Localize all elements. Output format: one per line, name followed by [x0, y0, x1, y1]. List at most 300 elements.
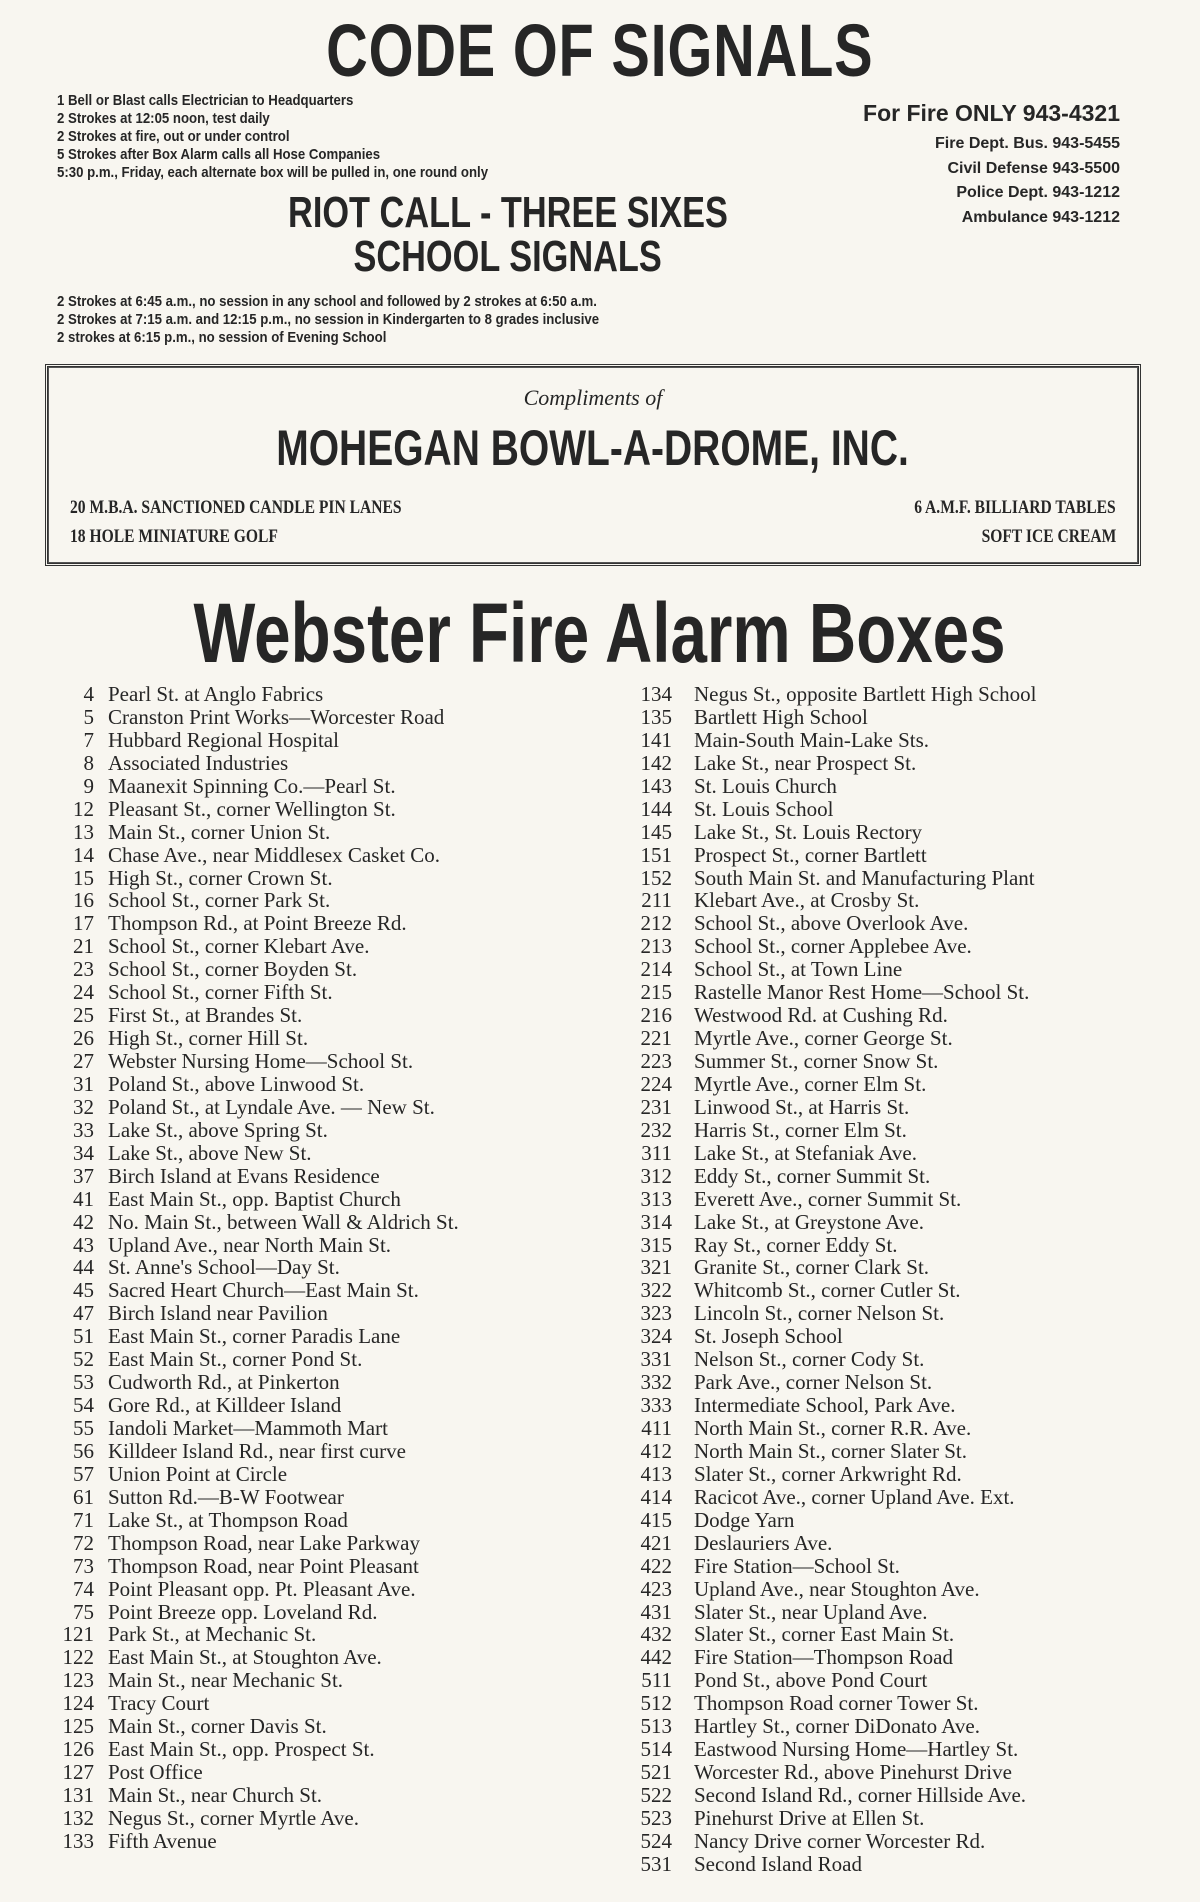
box-location: Whitcomb St., corner Cutler St. — [694, 1278, 961, 1303]
alarm-box-row — [624, 1784, 1036, 1807]
box-location: Nancy Drive corner Worcester Rd. — [694, 1828, 986, 1853]
box-number: 131 — [62, 1783, 94, 1807]
box-location: Main St., near Mechanic St. — [108, 1668, 344, 1693]
alarm-box-row — [44, 1256, 459, 1279]
alarm-box-row — [44, 775, 459, 798]
school-signal: 2 strokes at 6:15 p.m., no session of Evening School — [57, 329, 387, 346]
page-title: CODE OF SIGNALS — [326, 9, 874, 92]
box-number: 143 — [640, 773, 672, 798]
box-number: 32 — [73, 1094, 94, 1119]
alarm-box-row — [44, 958, 459, 981]
box-location: Poland St., above Linwood St. — [108, 1071, 365, 1096]
box-location: Fifth Avenue — [108, 1828, 217, 1853]
box-number: 72 — [73, 1530, 94, 1555]
box-number: 132 — [62, 1805, 94, 1830]
box-number: 23 — [73, 957, 94, 982]
school-signal: 2 Strokes at 6:45 a.m., no session in any school and followed by 2 strokes at 6:50 a.m. — [57, 293, 597, 310]
box-location: School St., corner Park St. — [108, 888, 331, 913]
box-location: East Main St., corner Pond St. — [108, 1347, 363, 1372]
box-number: 121 — [62, 1622, 94, 1647]
box-location: Eastwood Nursing Home—Hartley St. — [694, 1737, 1019, 1762]
alarm-box-row — [44, 1692, 459, 1715]
box-location: Harris St., corner Elm St. — [694, 1117, 907, 1142]
alarm-box-row — [624, 1578, 1036, 1601]
alarm-box-row — [44, 935, 459, 958]
box-location: Slater St., corner East Main St. — [694, 1622, 955, 1647]
alarm-box-row — [44, 706, 459, 729]
box-location: Lake St., above New St. — [108, 1140, 312, 1165]
alarm-box-row — [624, 889, 1036, 912]
phone-line: Fire Dept. Bus. 943-5455 — [935, 135, 1120, 152]
signal-rule: 5:30 p.m., Friday, each alternate box will be pulled in, one round only — [57, 164, 489, 181]
alarm-box-row — [624, 1348, 1036, 1371]
box-number: 14 — [73, 842, 94, 867]
box-number: 52 — [73, 1347, 94, 1372]
box-number: 312 — [640, 1163, 672, 1188]
alarm-box-row — [44, 1394, 459, 1417]
signal-rule: 2 Strokes at fire, out or under control — [57, 128, 290, 145]
box-location: Pinehurst Drive at Ellen St. — [694, 1805, 925, 1830]
box-number: 34 — [73, 1140, 94, 1165]
box-number: 4 — [83, 682, 94, 706]
ad-business-name: MOHEGAN BOWL-A-DROME, INC. — [276, 420, 910, 476]
box-number: 314 — [640, 1209, 672, 1234]
box-location: High St., corner Crown St. — [108, 865, 333, 890]
alarm-box-row — [624, 1807, 1036, 1830]
alarm-box-row — [44, 1073, 459, 1096]
alarm-box-row — [624, 1853, 1036, 1876]
school-signal: 2 Strokes at 7:15 a.m. and 12:15 p.m., no session in Kindergarten to 8 grades inclusive — [57, 311, 600, 328]
box-location: School St., corner Boyden St. — [108, 957, 358, 982]
signal-rule: 2 Strokes at 12:05 noon, test daily — [57, 110, 270, 127]
box-number: 145 — [640, 819, 672, 844]
box-location: St. Louis School — [694, 796, 834, 821]
box-number: 211 — [641, 888, 672, 913]
box-location: Second Island Road — [694, 1851, 862, 1876]
alarm-box-row — [44, 1807, 459, 1830]
alarm-box-row — [44, 729, 459, 752]
alarm-box-row — [624, 1761, 1036, 1784]
box-location: Negus St., corner Myrtle Ave. — [108, 1805, 359, 1830]
alarm-box-row — [44, 1279, 459, 1302]
alarm-box-row — [44, 1234, 459, 1257]
alarm-box-row — [44, 1486, 459, 1509]
alarm-box-row — [624, 775, 1036, 798]
box-location: School St., corner Klebart Ave. — [108, 934, 370, 959]
alarm-box-row — [624, 1256, 1036, 1279]
box-location: Sutton Rd.—B-W Footwear — [108, 1484, 344, 1509]
alarm-box-row — [44, 1302, 459, 1325]
advertisement-box — [45, 364, 1141, 566]
alarm-box-row — [44, 798, 459, 821]
alarm-box-row — [44, 1669, 459, 1692]
box-number: 331 — [640, 1347, 672, 1372]
alarm-box-row — [624, 1073, 1036, 1096]
box-number: 123 — [62, 1668, 94, 1693]
box-number: 212 — [640, 911, 672, 936]
boxes-list-right — [624, 683, 1036, 1876]
box-number: 321 — [640, 1255, 672, 1280]
box-number: 16 — [73, 888, 94, 913]
box-number: 61 — [73, 1484, 94, 1509]
alarm-box-row — [624, 1188, 1036, 1211]
box-number: 214 — [640, 957, 672, 982]
alarm-box-row — [624, 1486, 1036, 1509]
box-location: St. Joseph School — [694, 1324, 843, 1349]
alarm-box-row — [44, 1646, 459, 1669]
box-number: 124 — [62, 1691, 94, 1716]
box-number: 333 — [640, 1393, 672, 1418]
box-location: Birch Island at Evans Residence — [108, 1163, 380, 1188]
box-number: 224 — [640, 1071, 672, 1096]
alarm-box-row — [44, 1738, 459, 1761]
signal-rule: 1 Bell or Blast calls Electrician to Headquarters — [57, 92, 354, 109]
box-location: Rastelle Manor Rest Home—School St. — [694, 980, 1030, 1005]
box-location: Gore Rd., at Killdeer Island — [108, 1393, 342, 1418]
alarm-box-row — [624, 1027, 1036, 1050]
box-location: St. Louis Church — [694, 773, 837, 798]
box-number: 45 — [73, 1278, 94, 1303]
alarm-box-row — [44, 1532, 459, 1555]
alarm-box-row — [44, 1509, 459, 1532]
box-number: 142 — [640, 750, 672, 775]
alarm-box-row — [44, 981, 459, 1004]
box-number: 512 — [640, 1691, 672, 1716]
box-location: Nelson St., corner Cody St. — [694, 1347, 925, 1372]
alarm-box-row — [44, 1555, 459, 1578]
alarm-box-row — [624, 1463, 1036, 1486]
alarm-box-row — [44, 1417, 459, 1440]
box-location: Chase Ave., near Middlesex Casket Co. — [108, 842, 441, 867]
alarm-box-row — [44, 1325, 459, 1348]
box-location: Associated Industries — [108, 750, 289, 775]
box-number: 411 — [641, 1416, 672, 1440]
riot-call-heading: RIOT CALL - THREE SIXES — [287, 188, 728, 237]
box-location: Pleasant St., corner Wellington St. — [108, 796, 396, 821]
box-number: 215 — [640, 980, 672, 1005]
alarm-box-row — [624, 1234, 1036, 1257]
box-number: 75 — [73, 1599, 94, 1624]
box-location: Eddy St., corner Summit St. — [694, 1163, 931, 1188]
box-location: School St., corner Applebee Ave. — [694, 934, 972, 959]
alarm-box-row — [624, 1004, 1036, 1027]
box-number: 44 — [73, 1255, 94, 1280]
box-location: Prospect St., corner Bartlett — [694, 842, 927, 867]
alarm-box-row — [624, 1279, 1036, 1302]
box-location: Cudworth Rd., at Pinkerton — [108, 1370, 340, 1395]
box-number: 55 — [73, 1416, 94, 1440]
alarm-box-row — [624, 1165, 1036, 1188]
box-number: 33 — [73, 1117, 94, 1142]
alarm-box-row — [44, 1165, 459, 1188]
box-number: 26 — [73, 1026, 94, 1051]
box-location: Lake St., near Prospect St. — [694, 750, 917, 775]
ad-feature: 18 HOLE MINIATURE GOLF — [70, 526, 278, 547]
box-number: 412 — [640, 1438, 672, 1463]
box-number: 126 — [62, 1737, 94, 1762]
box-location: Union Point at Circle — [108, 1461, 288, 1486]
boxes-list-left — [44, 683, 459, 1853]
box-location: School St., at Town Line — [694, 957, 903, 982]
alarm-box-row — [44, 1142, 459, 1165]
box-number: 323 — [640, 1301, 672, 1326]
box-number: 223 — [640, 1049, 672, 1073]
box-number: 8 — [83, 750, 94, 775]
alarm-box-row — [624, 683, 1036, 706]
box-location: Upland Ave., near North Main St. — [108, 1232, 392, 1257]
box-location: Upland Ave., near Stoughton Ave. — [694, 1576, 980, 1601]
fire-alarm-boxes-heading: Webster Fire Alarm Boxes — [193, 586, 1007, 680]
box-location: Poland St., at Lyndale Ave. — New St. — [108, 1094, 435, 1119]
box-location: Racicot Ave., corner Upland Ave. Ext. — [694, 1484, 1015, 1509]
box-number: 322 — [640, 1278, 672, 1303]
alarm-box-row — [44, 1096, 459, 1119]
box-location: No. Main St., between Wall & Aldrich St. — [108, 1209, 459, 1234]
box-location: Thompson Road, near Lake Parkway — [108, 1530, 420, 1555]
alarm-box-row — [624, 1509, 1036, 1532]
alarm-box-row — [44, 1463, 459, 1486]
alarm-box-row — [44, 1784, 459, 1807]
box-number: 125 — [62, 1714, 94, 1739]
box-number: 213 — [640, 934, 672, 959]
box-number: 54 — [73, 1393, 94, 1418]
box-number: 134 — [640, 682, 672, 706]
box-number: 332 — [640, 1370, 672, 1395]
alarm-box-row — [44, 844, 459, 867]
box-number: 522 — [640, 1783, 672, 1807]
box-number: 216 — [640, 1003, 672, 1028]
box-number: 133 — [62, 1828, 94, 1853]
box-number: 56 — [73, 1438, 94, 1463]
alarm-box-row — [624, 798, 1036, 821]
alarm-box-row — [44, 683, 459, 706]
box-location: Park St., at Mechanic St. — [108, 1622, 317, 1647]
ad-compliments: Compliments of — [523, 385, 663, 410]
box-location: Birch Island near Pavilion — [108, 1301, 328, 1326]
box-number: 524 — [640, 1828, 672, 1853]
alarm-box-row — [624, 1142, 1036, 1165]
alarm-box-row — [624, 1555, 1036, 1578]
phone-line: Ambulance 943-1212 — [961, 209, 1120, 226]
box-number: 311 — [641, 1140, 672, 1165]
box-location: Intermediate School, Park Ave. — [694, 1393, 956, 1418]
box-number: 151 — [640, 842, 672, 867]
box-location: Main St., near Church St. — [108, 1783, 323, 1807]
box-location: School St., above Overlook Ave. — [694, 911, 969, 936]
box-number: 315 — [640, 1232, 672, 1257]
box-location: East Main St., corner Paradis Lane — [108, 1324, 401, 1349]
box-location: Thompson Rd., at Point Breeze Rd. — [108, 911, 407, 936]
school-signals-heading: SCHOOL SIGNALS — [353, 232, 662, 281]
box-number: 432 — [640, 1622, 672, 1647]
box-location: Summer St., corner Snow St. — [694, 1049, 939, 1073]
box-location: North Main St., corner Slater St. — [694, 1438, 967, 1463]
box-location: North Main St., corner R.R. Ave. — [694, 1416, 972, 1440]
box-number: 324 — [640, 1324, 672, 1349]
box-number: 57 — [73, 1461, 94, 1486]
box-location: Slater St., near Upland Ave. — [694, 1599, 928, 1624]
box-number: 422 — [640, 1553, 672, 1578]
box-location: Thompson Road, near Point Pleasant — [108, 1553, 419, 1578]
box-location: Fire Station—School St. — [694, 1553, 900, 1578]
alarm-box-row — [44, 1371, 459, 1394]
box-number: 74 — [73, 1576, 94, 1601]
box-location: Fire Station—Thompson Road — [694, 1645, 953, 1670]
alarm-box-row — [624, 1325, 1036, 1348]
box-location: Main St., corner Union St. — [108, 819, 331, 844]
box-number: 73 — [73, 1553, 94, 1578]
box-location: Second Island Rd., corner Hillside Ave. — [694, 1783, 1027, 1807]
alarm-box-row — [44, 1004, 459, 1027]
box-number: 423 — [640, 1576, 672, 1601]
alarm-box-row — [624, 1738, 1036, 1761]
box-number: 221 — [640, 1026, 672, 1051]
alarm-box-row — [624, 1211, 1036, 1234]
box-location: Lake St., at Greystone Ave. — [694, 1209, 924, 1234]
box-number: 47 — [73, 1301, 94, 1326]
box-number: 5 — [83, 704, 94, 729]
alarm-box-row — [44, 1578, 459, 1601]
box-location: Hubbard Regional Hospital — [108, 727, 339, 752]
box-number: 15 — [73, 865, 94, 890]
alarm-box-row — [44, 1601, 459, 1624]
box-location: Worcester Rd., above Pinehurst Drive — [694, 1760, 1012, 1785]
box-number: 135 — [640, 704, 672, 729]
alarm-box-row — [44, 1050, 459, 1073]
box-number: 415 — [640, 1507, 672, 1532]
alarm-box-row — [44, 889, 459, 912]
box-location: St. Anne's School—Day St. — [108, 1255, 340, 1280]
alarm-box-row — [624, 1692, 1036, 1715]
box-location: Ray St., corner Eddy St. — [694, 1232, 898, 1257]
box-number: 17 — [73, 911, 94, 936]
box-location: Killdeer Island Rd., near first curve — [108, 1438, 406, 1463]
box-number: 514 — [640, 1737, 672, 1762]
alarm-box-row — [624, 981, 1036, 1004]
alarm-box-row — [624, 1669, 1036, 1692]
box-location: Sacred Heart Church—East Main St. — [108, 1278, 419, 1303]
alarm-box-row — [44, 912, 459, 935]
box-location: Westwood Rd. at Cushing Rd. — [694, 1003, 948, 1028]
signal-rule: 5 Strokes after Box Alarm calls all Hose Companies — [57, 146, 381, 163]
alarm-box-row — [624, 1096, 1036, 1119]
box-number: 37 — [73, 1163, 94, 1188]
alarm-box-row — [624, 1830, 1036, 1853]
box-location: Lake St., St. Louis Rectory — [694, 819, 923, 844]
alarm-box-row — [44, 867, 459, 890]
box-number: 41 — [73, 1186, 94, 1211]
box-number: 71 — [73, 1507, 94, 1532]
box-location: Lake St., at Stefaniak Ave. — [694, 1140, 917, 1165]
box-number: 421 — [640, 1530, 672, 1555]
box-number: 523 — [640, 1805, 672, 1830]
alarm-box-row — [624, 958, 1036, 981]
alarm-box-row — [44, 1440, 459, 1463]
alarm-box-row — [624, 1532, 1036, 1555]
box-number: 12 — [73, 796, 94, 821]
box-location: Tracy Court — [108, 1691, 210, 1716]
fire-only-phone: For Fire ONLY 943-4321 — [863, 100, 1120, 126]
box-location: Bartlett High School — [694, 704, 868, 729]
box-location: Myrtle Ave., corner Elm St. — [694, 1071, 927, 1096]
box-location: Deslauriers Ave. — [694, 1530, 833, 1555]
box-number: 521 — [640, 1760, 672, 1785]
alarm-box-row — [624, 935, 1036, 958]
box-number: 141 — [640, 727, 672, 752]
box-location: Point Breeze opp. Loveland Rd. — [108, 1599, 378, 1624]
alarm-box-row — [624, 1371, 1036, 1394]
alarm-box-row — [44, 1211, 459, 1234]
box-number: 313 — [640, 1186, 672, 1211]
alarm-box-row — [624, 867, 1036, 890]
alarm-box-row — [44, 1830, 459, 1853]
box-location: Cranston Print Works—Worcester Road — [108, 704, 445, 729]
alarm-box-row — [44, 1027, 459, 1050]
box-location: East Main St., opp. Baptist Church — [108, 1186, 401, 1211]
ad-feature: SOFT ICE CREAM — [981, 526, 1116, 547]
box-number: 7 — [83, 727, 94, 752]
box-location: Lake St., above Spring St. — [108, 1117, 328, 1142]
alarm-box-row — [44, 1119, 459, 1142]
box-number: 42 — [73, 1209, 94, 1234]
alarm-box-row — [624, 1417, 1036, 1440]
box-number: 27 — [73, 1049, 94, 1073]
alarm-box-row — [44, 1348, 459, 1371]
ad-feature: 20 M.B.A. SANCTIONED CANDLE PIN LANES — [70, 497, 402, 518]
alarm-box-row — [624, 1302, 1036, 1325]
box-location: Negus St., opposite Bartlett High School — [694, 682, 1037, 706]
alarm-box-row — [624, 1119, 1036, 1142]
box-location: Point Pleasant opp. Pt. Pleasant Ave. — [108, 1576, 416, 1601]
box-number: 122 — [62, 1645, 94, 1670]
box-location: Main-South Main-Lake Sts. — [694, 727, 930, 752]
box-location: Klebart Ave., at Crosby St. — [694, 888, 920, 913]
ad-feature: 6 A.M.F. BILLIARD TABLES — [914, 497, 1116, 518]
box-number: 431 — [640, 1599, 672, 1624]
box-location: Main St., corner Davis St. — [108, 1714, 327, 1739]
box-number: 511 — [641, 1668, 672, 1693]
box-location: Post Office — [108, 1760, 203, 1785]
alarm-box-row — [44, 1188, 459, 1211]
box-location: Everett Ave., corner Summit St. — [694, 1186, 962, 1211]
box-location: South Main St. and Manufacturing Plant — [694, 865, 1035, 890]
alarm-box-row — [624, 821, 1036, 844]
alarm-box-row — [44, 1761, 459, 1784]
alarm-box-row — [624, 1646, 1036, 1669]
alarm-box-row — [44, 1715, 459, 1738]
box-number: 9 — [83, 773, 94, 798]
box-location: Lincoln St., corner Nelson St. — [694, 1301, 945, 1326]
box-location: Pond St., above Pond Court — [694, 1668, 928, 1693]
box-location: Lake St., at Thompson Road — [108, 1507, 348, 1532]
alarm-box-row — [624, 1394, 1036, 1417]
box-number: 531 — [640, 1851, 672, 1876]
alarm-box-row — [624, 729, 1036, 752]
box-location: Slater St., corner Arkwright Rd. — [694, 1461, 962, 1486]
box-number: 51 — [73, 1324, 94, 1349]
alarm-box-row — [624, 706, 1036, 729]
box-location: Linwood St., at Harris St. — [694, 1094, 910, 1119]
box-location: Thompson Road corner Tower St. — [694, 1691, 979, 1716]
alarm-box-row — [624, 844, 1036, 867]
alarm-box-row — [624, 1050, 1036, 1073]
alarm-box-row — [624, 912, 1036, 935]
box-number: 13 — [73, 819, 94, 844]
alarm-box-row — [624, 1715, 1036, 1738]
alarm-box-row — [44, 821, 459, 844]
box-number: 414 — [640, 1484, 672, 1509]
box-number: 231 — [640, 1094, 672, 1119]
